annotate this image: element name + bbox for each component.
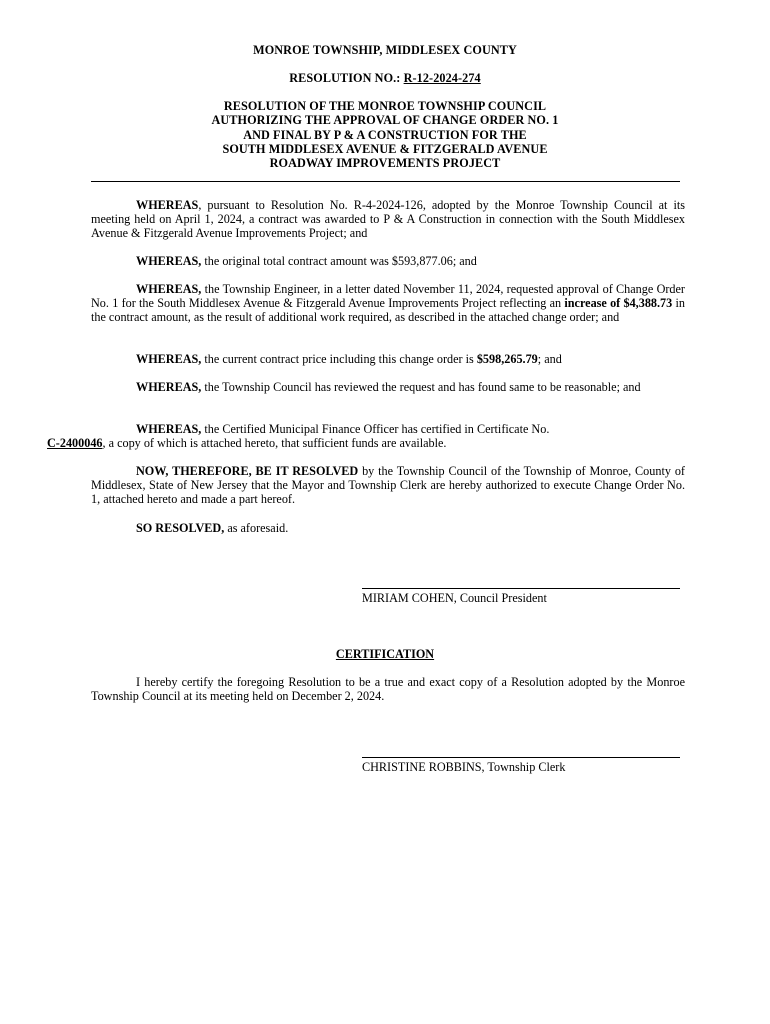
whereas-lead: WHEREAS, [136,282,202,296]
whereas-lead: WHEREAS [136,198,199,212]
whereas-paragraph-3 [91,282,685,325]
whereas-paragraph-4 [91,352,685,366]
signatory-president: MIRIAM COHEN, Council President [362,591,547,605]
paragraph-text: the original total contract amount was $593,877.06; and [201,254,477,268]
resolution-number-label: RESOLUTION NO.: [289,71,404,85]
paragraph-text: as aforesaid. [224,521,289,535]
whereas-lead: WHEREAS, [136,352,202,366]
paragraph-text: the current contract price including this change order is [201,352,477,366]
certificate-number: C-2400046 [47,436,103,451]
certification-heading: CERTIFICATION [335,647,435,661]
signatory-clerk: CHRISTINE ROBBINS, Township Clerk [362,760,566,774]
whereas-paragraph-2 [91,254,685,268]
header-divider [91,181,680,182]
resolution-number: R-12-2024-274 [403,71,481,85]
increase-amount: increase of $4,388.73 [564,296,673,311]
title-line: AND FINAL BY P & A CONSTRUCTION FOR THE [243,127,527,142]
paragraph-text: in the contract amount, as the result of additional work required, as described in the attached change order; and [91,296,685,325]
whereas-lead: WHEREAS, [136,422,202,436]
so-resolved-lead: SO RESOLVED, [136,521,225,535]
title-line: AUTHORIZING THE APPROVAL OF CHANGE ORDER NO. 1 [211,113,559,128]
resolved-paragraph [91,464,685,507]
whereas-paragraph-6 [47,422,685,451]
title-line: RESOLUTION OF THE MONROE TOWNSHIP COUNCIL [223,99,547,113]
paragraph-text: by the Township Council of the Township of Monroe, County of Middlesex, State of New Jersey that the Mayor and Township Clerk are hereby authorized to execute Change Order No. 1, attached hereto and made a part hereof. [91,464,685,507]
certification-text: I hereby certify the foregoing Resolution to be a true and exact copy of a Resolution adopted by the Monroe Township Council at its meeting held on December 2, 2024. [91,675,685,704]
current-contract-price: $598,265.79 [476,352,538,366]
so-resolved-paragraph [91,521,685,535]
title-line: ROADWAY IMPROVEMENTS PROJECT [269,156,501,171]
signature-line-president [362,588,680,589]
whereas-lead: WHEREAS, [136,380,202,394]
resolved-lead: NOW, THEREFORE, BE IT RESOLVED [136,464,359,478]
resolution-title [91,99,679,170]
paragraph-text: the Township Council has reviewed the request and has found same to be reasonable; and [201,380,641,394]
paragraph-text: the Township Engineer, in a letter dated November 11, 2024, requested approval of Change Order No. 1 for the South Middlesex Avenue & Fitzgerald Avenue Improvements Project reflecting an [91,282,685,311]
paragraph-text: ; and [537,352,562,366]
whereas-paragraph-5 [91,380,685,394]
paragraph-text: , pursuant to Resolution No. R-4-2024-126, adopted by the Monroe Township Council at its meeting held on April 1, 2024, a contract was awarded to P & A Construction in connection with the South Middlesex Avenue & Fitzgerald Avenue Improvements Project; and [91,198,685,241]
header-county: MONROE TOWNSHIP, MIDDLESEX COUNTY [253,43,517,57]
paragraph-text: , a copy of which is attached hereto, that sufficient funds are available. [102,436,447,451]
whereas-paragraph-1 [91,198,685,241]
whereas-lead: WHEREAS, [136,254,202,268]
paragraph-text: the Certified Municipal Finance Officer has certified in Certificate No. [201,422,550,436]
signature-line-clerk [362,757,680,758]
resolution-number-line [91,71,679,85]
title-line: SOUTH MIDDLESEX AVENUE & FITZGERALD AVENUE [222,141,548,156]
